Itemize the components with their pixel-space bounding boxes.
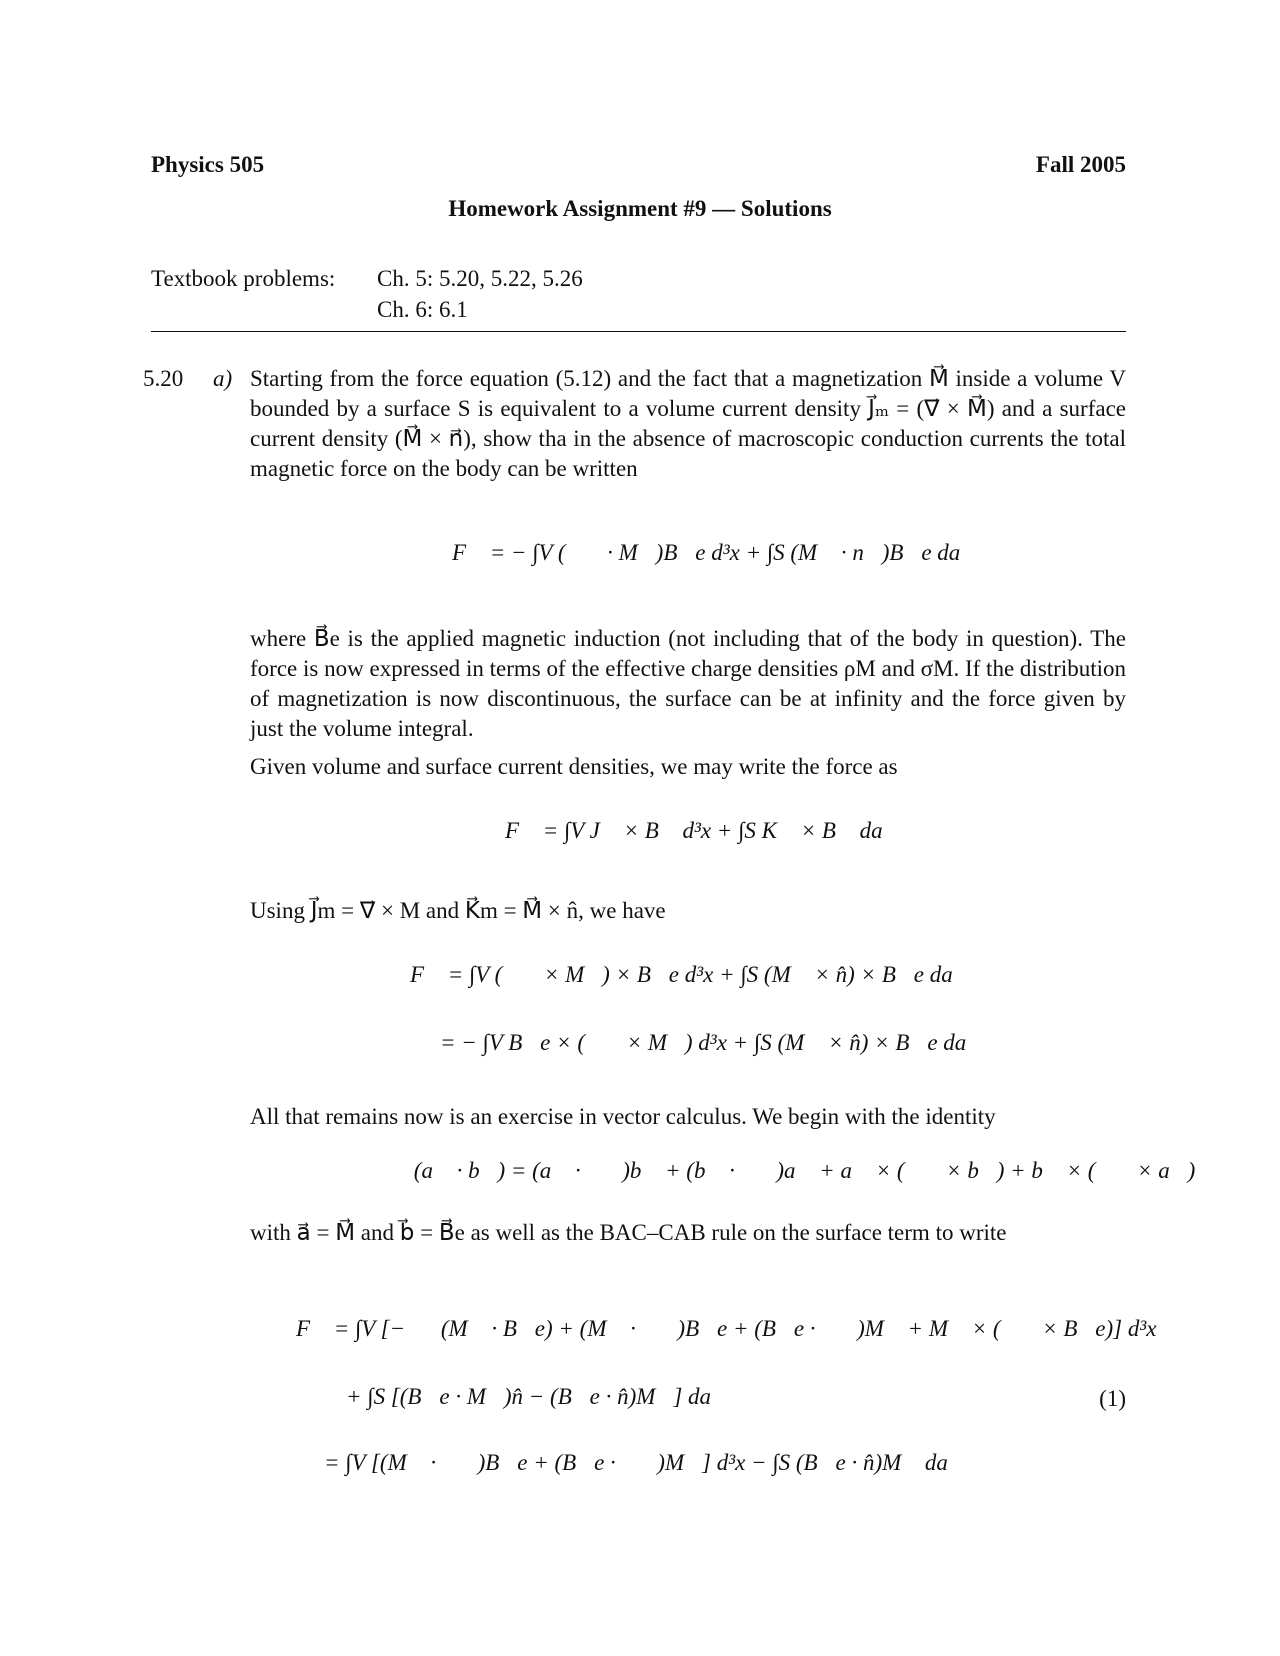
textbook-problems <box>151 266 583 328</box>
equation-5b: + ∫S [(B⃗e · M⃗)n̂ − (B⃗e · n̂)M⃗] da <box>346 1384 712 1409</box>
equation-3b: = − ∫V B⃗e × (∇⃗ × M⃗) d³x + ∫S (M⃗ × n̂) × B⃗e da <box>440 1030 967 1055</box>
part-label: a) <box>213 366 233 391</box>
course-title: Physics 505 <box>151 152 265 177</box>
equation-5a: F⃗ = ∫V [−∇⃗(M⃗ · B⃗e) + (M⃗ · ∇⃗)B⃗e + (B⃗e · ∇⃗)M⃗ + M⃗ × (∇⃗ × B⃗e)] d³x <box>296 1316 1157 1341</box>
problem-statement: Starting from the force equation (5.12) and the fact that a magnetization M⃗ inside a volume V bounded by a surface S is equivalent to a volume current density J⃗ₘ = (∇⃗ × M⃗) and a surface current density (M⃗ × n⃗), show tha in the absence of macroscopic conduction currents the total magnetic force on the body can be written <box>250 366 1126 481</box>
term-label: Fall 2005 <box>1035 152 1126 177</box>
solution-text-2: Using J⃗m = ∇⃗ × M and K⃗m = M⃗ × n̂, we have <box>250 898 666 923</box>
textbook-label: Textbook problems: <box>151 266 336 291</box>
solution-text-4: with a⃗ = M⃗ and b⃗ = B⃗e as well as the BAC–CAB rule on the surface term to write <box>250 1220 1007 1245</box>
header-divider <box>151 331 1126 332</box>
problem-number: 5.20 <box>143 366 184 391</box>
problem-statement-2: where B⃗e is the applied magnetic induction (not including that of the body in question). The force is now expressed in terms of the effective charge densities ρM and σM. If the distribution of magnetization is now discontinuous, the surface can be at infinity and the force given by just the volume integral. <box>250 626 1126 741</box>
equation-5c: = ∫V [(M⃗ · ∇⃗)B⃗e + (B⃗e · ∇⃗)M⃗] d³x − ∫S (B⃗e · n̂)M⃗ da <box>324 1450 948 1475</box>
assignment-title: Homework Assignment #9 — Solutions <box>448 196 832 221</box>
solution-text-3: All that remains now is an exercise in vector calculus. We begin with the identity <box>250 1104 996 1129</box>
force-equation: F⃗ = − ∫V (∇⃗ · M⃗)B⃗e d³x + ∫S (M⃗ · n⃗)B⃗e da <box>452 540 961 565</box>
vector-identity: ∇⃗(a⃗ · b⃗) = (a⃗ · ∇⃗)b⃗ + (b⃗ · ∇⃗)a⃗ + a⃗ × (∇⃗ × b⃗) + b⃗ × (∇⃗ × a⃗) <box>378 1158 1196 1183</box>
equation-number: (1) <box>1099 1386 1126 1411</box>
textbook-line-1: Ch. 5: 5.20, 5.22, 5.26 <box>377 266 583 291</box>
equation-2: F⃗ = ∫V J⃗ × B⃗ d³x + ∫S K⃗ × B⃗ da <box>505 818 883 843</box>
solution-text-1: Given volume and surface current densities, we may write the force as <box>250 754 898 779</box>
textbook-line-2: Ch. 6: 6.1 <box>377 297 468 322</box>
equation-3a: F⃗ = ∫V (∇⃗ × M⃗) × B⃗e d³x + ∫S (M⃗ × n̂) × B⃗e da <box>410 962 953 987</box>
